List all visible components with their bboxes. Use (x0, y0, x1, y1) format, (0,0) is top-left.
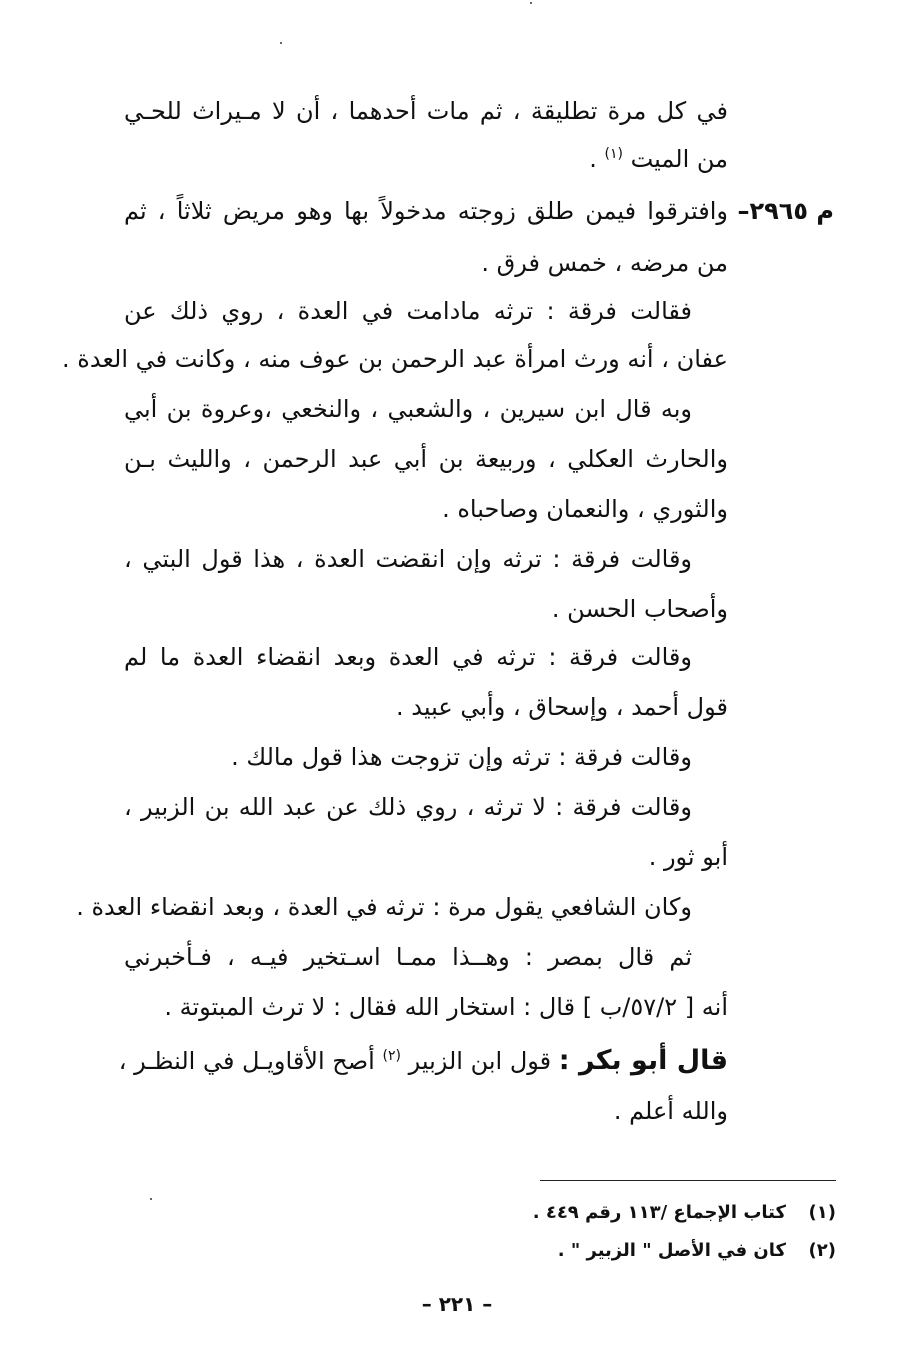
text-line: وقالت فرقة : ترثه وإن انقضت العدة ، هذا قول البتي ، (124, 545, 692, 573)
text-line: وقالت فرقة : ترثه في العدة وبعد انقضاء العدة ما لم (124, 643, 692, 671)
text-line: وأصحاب الحسن . (551, 595, 728, 623)
text-line: من مرضه ، خمس فرق . (481, 249, 728, 277)
text-line: أبو ثور . (648, 843, 728, 871)
text-span: أصح الأقاويـل في النظـر ، (118, 1047, 375, 1075)
text-span: . (589, 145, 597, 173)
speck (530, 2, 532, 4)
text-line: والحارث العكلي ، وربيعة بن أبي عبد الرحمن ، والليث بـن (124, 445, 728, 473)
text-line: وقالت فرقة : ترثه وإن تزوجت هذا قول مالك . (231, 743, 692, 771)
text-line: وكان الشافعي يقول مرة : ترثه في العدة ، وبعد انقضاء العدة . (76, 893, 692, 921)
text-line: في كل مرة تطليقة ، ثم مات أحدهما ، أن لا مـيراث للحـي (124, 97, 728, 125)
text-line: ثم قال بمصر : وهــذا ممـا اسـتخير فيـه ، فـأخبرني (124, 943, 692, 971)
text-line: قول أحمد ، وإسحاق ، وأبي عبيد . (396, 693, 728, 721)
footnote-number: (١) (808, 1202, 836, 1223)
text-line: وافترقوا فيمن طلق زوجته مدخولاً بها وهو مريض ثلاثاً ، ثم (124, 197, 728, 225)
speaker-lead: قال أبو بكر : (558, 1045, 728, 1076)
footnote-text: كان في الأصل " الزبير " . (557, 1240, 786, 1261)
page-number: – ٢٢١ – (421, 1292, 493, 1316)
footnote-ref: (٢) (382, 1048, 401, 1064)
footnote-number: (٢) (808, 1240, 836, 1261)
speck (280, 42, 282, 44)
text-line: وقالت فرقة : لا ترثه ، روي ذلك عن عبد الله بن الزبير ، (124, 793, 692, 821)
text-line: وبه قال ابن سيرين ، والشعبي ، والنخعي ،وعروة بن أبي (124, 395, 692, 423)
text-line (119, 1044, 728, 1078)
text-line: عفان ، أنه ورث امرأة عبد الرحمن بن عوف منه ، وكانت في العدة . (62, 345, 728, 373)
footnote-text: كتاب الإجماع /١١٣ رقم ٤٤٩ . (532, 1202, 786, 1223)
text-line: والثوري ، والنعمان وصاحباه . (442, 495, 728, 523)
footnote-separator (540, 1180, 836, 1181)
text-line: أنه [ ٥٧/٢/ب ] قال : استخار الله فقال : لا ترث المبتوتة . (164, 993, 728, 1021)
text-span: قول ابن الزبير (408, 1047, 552, 1075)
footnote-ref: (١) (604, 146, 623, 162)
text-line (589, 142, 728, 176)
issue-number: م ٢٩٦٥– (737, 197, 834, 225)
speck (150, 1198, 152, 1200)
text-span: من الميت (630, 145, 728, 173)
text-line: والله أعلم . (613, 1097, 728, 1125)
text-line: فقالت فرقة : ترثه مادامت في العدة ، روي ذلك عن (124, 297, 692, 325)
